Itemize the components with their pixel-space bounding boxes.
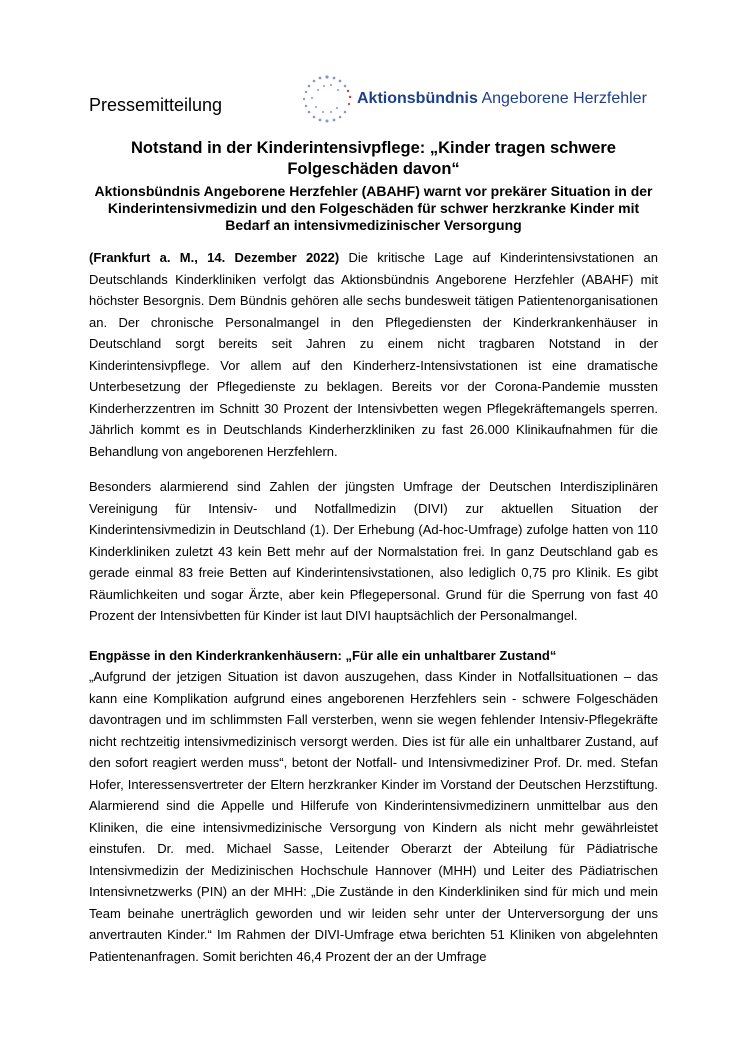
logo-text-bold: Aktionsbündnis (357, 90, 478, 107)
logo (298, 72, 647, 126)
document-title: Notstand in der Kinderintensivpflege: „Kinder tragen schwere Folgeschäden davon“ (130, 139, 616, 178)
paragraph-3-text: „Aufgrund der jetzigen Situation ist davon auszugehen, dass Kinder in Notfallsituationen – das kann eine Komplikation aufgrund eines angeborenen Herzfehlers sein - schwere Folgeschäden davontragen und im schlimmsten Fall versterben, wenn sie wegen fehlender Intensiv-Pflegekräfte nicht rechtzeitig intensivmedizinisch versorgt werden. Dies ist für alle ein unhaltbarer Zustand, auf den sofort reagiert werden muss“, betont der Notfall- und Intensivmediziner Prof. Dr. med. Stefan Hofer, Interessensvertreter der Eltern herzkranker Kinder im Vorstand der Deutschen Herzstiftung. Alarmierend sind die Appelle und Hilferufe von Kinderintensivmedizinern unmittelbar aus den Kliniken, die eine intensivmedizinische Versorgung von Kindern als nicht mehr gewährleistet einstufen. Dr. med. Michael Sasse, Leitender Oberarzt der Abteilung für Pädiatrische Intensivmedizin der Medizinischen Hochschule Hannover (MHH) und Leiter des Pädiatrischen Intensivnetzwerks (PIN) an der MHH: „Die Zustände in den Kinderkliniken sind für mich und mein Team beinahe unerträglich geworden und wir leiden sehr unter der Unterversorgung der uns anvertrauten Kinder.“ Im Rahmen der DIVI-Umfrage etwa berichten 51 Kliniken von abgelehnten Patientenanfragen. Somit berichten 46,4 Prozent der an der Umfrage (89, 669, 658, 964)
paragraph-1-text: Die kritische Lage auf Kinderintensivstationen an Deutschlands Kinderkliniken verfolgt das Aktionsbündnis Angeborene Herzfehler (ABAHF) mit höchster Besorgnis. Dem Bündnis gehören alle sechs bundesweit tätigen Patientenorganisationen an. Der chronische Personalmangel in den Pflegediensten der Kinderkrankenhäuser in Deutschland sorgt bereits seit Jahren zu einem nicht tragbaren Notstand in der Kinderintensivpflege. Vor allem auf den Kinderherz-Intensivstationen ist eine dramatische Unterbesetzung der Pflegedienste zu beklagen. Bereits vor der Corona-Pandemie mussten Kinderherzzentren im Schnitt 30 Prozent der Intensivbetten wegen Pflegekräftemangels sperren. Jährlich kommt es in Deutschlands Kinderherzkliniken zu fast 26.000 Klinikaufnahmen für die Behandlung von angeborenen Herzfehlern. (89, 250, 658, 459)
paragraph-2 (89, 476, 658, 627)
logo-dots-icon (298, 72, 356, 126)
paragraph-2-text: Besonders alarmierend sind Zahlen der jüngsten Umfrage der Deutschen Interdisziplinären Vereinigung für Intensiv- und Notfallmedizin (DIVI) zur aktuellen Situation der Kinderintensivmedizin in Deutschland (1). Der Erhebung (Ad-hoc-Umfrage) zufolge hatten von 110 Kinderkliniken zuletzt 43 kein Bett mehr auf der Normalstation frei. In ganz Deutschland gab es gerade einmal 83 freie Betten auf Kinderintensivstationen, also lediglich 0,75 pro Klinik. Es gibt Räumlichkeiten und sogar Ärzte, aber kein Pflegepersonal. Grund für die Sperrung von fast 40 Prozent der Intensivbetten für Kinder ist laut DIVI hauptsächlich der Personalmangel. (89, 479, 658, 623)
page-label: Pressemitteilung (89, 95, 223, 115)
paragraph-1 (89, 247, 658, 462)
paragraph-lead: (Frankfurt a. M., 14. Dezember 2022) (89, 250, 340, 265)
paragraph-3 (89, 666, 658, 967)
logo-text-rest: Angeborene Herzfehler (477, 90, 647, 107)
section-heading: Engpässe in den Kinderkrankenhäusern: „Für alle ein unhaltbarer Zustand“ (89, 648, 557, 663)
document-subtitle: Aktionsbündnis Angeborene Herzfehler (ABAHF) warnt vor prekärer Situation in der Kinderintensivmedizin und den Folgeschäden für schwer herzkranke Kinder mit Bedarf an intensivmedizinischer Versorgung (94, 183, 653, 233)
